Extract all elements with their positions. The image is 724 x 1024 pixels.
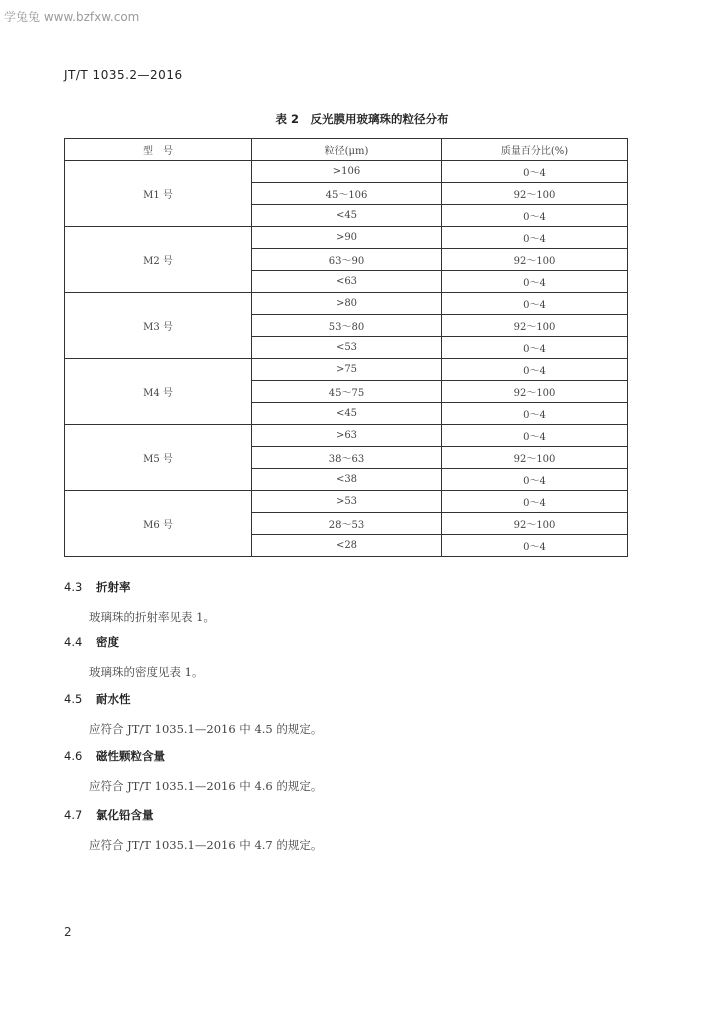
- cell-percent: 0～4: [442, 227, 628, 249]
- cell-size: >90: [252, 227, 442, 249]
- table-row: [65, 359, 628, 381]
- table-row: [65, 161, 628, 183]
- cell-type: M1 号: [65, 161, 252, 227]
- cell-size: <53: [252, 337, 442, 359]
- table-row: [65, 227, 628, 249]
- cell-percent: 92～100: [442, 249, 628, 271]
- cell-size: >75: [252, 359, 442, 381]
- section-text: 应符合 JT/T 1035.1—2016 中 4.7 的规定。: [89, 838, 323, 852]
- header-type: 型 号: [65, 139, 252, 161]
- cell-percent: 92～100: [442, 513, 628, 535]
- cell-percent: 0～4: [442, 293, 628, 315]
- section-heading: [64, 634, 119, 650]
- section-title: 折射率: [96, 580, 131, 594]
- cell-size: 53～80: [252, 315, 442, 337]
- table-row: [65, 293, 628, 315]
- cell-size: <45: [252, 205, 442, 227]
- section-heading: [64, 807, 154, 823]
- cell-size: 45～75: [252, 381, 442, 403]
- grain-size-table: [64, 138, 628, 557]
- document-id: JT/T 1035.2—2016: [64, 68, 183, 82]
- header-percent: 质量百分比(%): [442, 139, 628, 161]
- cell-percent: 92～100: [442, 381, 628, 403]
- cell-percent: 0～4: [442, 205, 628, 227]
- cell-percent: 92～100: [442, 315, 628, 337]
- cell-percent: 92～100: [442, 183, 628, 205]
- cell-size: 63～90: [252, 249, 442, 271]
- table-row: [65, 425, 628, 447]
- cell-size: 45～106: [252, 183, 442, 205]
- section-number: 4.7: [64, 808, 83, 822]
- table-row: [65, 491, 628, 513]
- cell-size: >80: [252, 293, 442, 315]
- table-header-row: [65, 139, 628, 161]
- cell-size: 38～63: [252, 447, 442, 469]
- section-number: 4.4: [64, 635, 83, 649]
- cell-percent: 0～4: [442, 425, 628, 447]
- section-heading: [64, 691, 131, 707]
- cell-size: <28: [252, 535, 442, 557]
- section-title: 氯化铅含量: [96, 808, 154, 822]
- cell-percent: 0～4: [442, 469, 628, 491]
- cell-percent: 0～4: [442, 403, 628, 425]
- table-caption: 表 2 反光膜用玻璃珠的粒径分布: [275, 112, 449, 126]
- section-title: 密度: [96, 635, 119, 649]
- table-body: [65, 161, 628, 557]
- cell-type: M3 号: [65, 293, 252, 359]
- cell-size: >63: [252, 425, 442, 447]
- section-text: 应符合 JT/T 1035.1—2016 中 4.5 的规定。: [89, 722, 323, 736]
- cell-percent: 0～4: [442, 337, 628, 359]
- cell-size: 28～53: [252, 513, 442, 535]
- cell-percent: 0～4: [442, 161, 628, 183]
- section-title: 磁性颗粒含量: [96, 749, 165, 763]
- cell-percent: 0～4: [442, 491, 628, 513]
- cell-percent: 0～4: [442, 535, 628, 557]
- section-number: 4.5: [64, 692, 83, 706]
- page-number: 2: [64, 925, 72, 939]
- cell-type: M5 号: [65, 425, 252, 491]
- section-heading: [64, 748, 165, 764]
- section-text: 玻璃珠的密度见表 1。: [89, 665, 204, 679]
- cell-size: <38: [252, 469, 442, 491]
- cell-size: <63: [252, 271, 442, 293]
- watermark: 学兔兔 www.bzfxw.com: [4, 10, 140, 24]
- section-title: 耐水性: [96, 692, 131, 706]
- section-number: 4.6: [64, 749, 83, 763]
- cell-type: M6 号: [65, 491, 252, 557]
- cell-percent: 92～100: [442, 447, 628, 469]
- cell-size: <45: [252, 403, 442, 425]
- section-text: 玻璃珠的折射率见表 1。: [89, 610, 215, 624]
- cell-percent: 0～4: [442, 359, 628, 381]
- cell-size: >106: [252, 161, 442, 183]
- cell-percent: 0～4: [442, 271, 628, 293]
- section-heading: [64, 579, 131, 595]
- cell-size: >53: [252, 491, 442, 513]
- header-size: 粒径(μm): [252, 139, 442, 161]
- cell-type: M4 号: [65, 359, 252, 425]
- section-number: 4.3: [64, 580, 83, 594]
- cell-type: M2 号: [65, 227, 252, 293]
- section-text: 应符合 JT/T 1035.1—2016 中 4.6 的规定。: [89, 779, 323, 793]
